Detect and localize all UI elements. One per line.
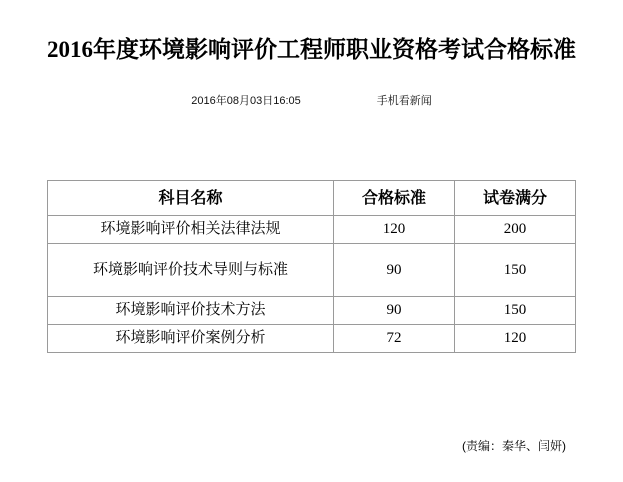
page-title: 2016年度环境影响评价工程师职业资格考试合格标准 bbox=[47, 37, 576, 63]
editor-credit: (责编：秦华、闫妍) bbox=[462, 439, 566, 454]
table-row bbox=[48, 244, 576, 297]
cell-pass-score: 90 bbox=[334, 297, 455, 325]
table-row bbox=[48, 297, 576, 325]
article-page bbox=[0, 15, 623, 482]
cell-pass-score: 72 bbox=[334, 325, 455, 353]
cell-pass-score: 120 bbox=[334, 216, 455, 244]
cell-subject: 环境影响评价案例分析 bbox=[48, 325, 334, 353]
column-header-subject: 科目名称 bbox=[48, 181, 334, 216]
cell-subject: 环境影响评价技术导则与标准 bbox=[48, 244, 334, 297]
table-body bbox=[48, 216, 576, 353]
cell-full-score: 150 bbox=[455, 297, 576, 325]
cell-subject: 环境影响评价相关法律法规 bbox=[48, 216, 334, 244]
cell-pass-score: 90 bbox=[334, 244, 455, 297]
score-table-container bbox=[0, 180, 623, 353]
table-row bbox=[48, 325, 576, 353]
exam-standard-table bbox=[47, 180, 576, 353]
table-header bbox=[48, 181, 576, 216]
column-header-pass-score: 合格标准 bbox=[334, 181, 455, 216]
table-header-row bbox=[48, 181, 576, 216]
cell-subject: 环境影响评价技术方法 bbox=[48, 297, 334, 325]
publish-timestamp: 2016年08月03日16:05 bbox=[191, 95, 301, 108]
cell-full-score: 150 bbox=[455, 244, 576, 297]
table-row bbox=[48, 216, 576, 244]
column-header-full-score: 试卷满分 bbox=[455, 181, 576, 216]
mobile-news-link[interactable]: 手机看新闻 bbox=[376, 95, 432, 108]
article-meta bbox=[0, 92, 623, 108]
cell-full-score: 120 bbox=[455, 325, 576, 353]
cell-full-score: 200 bbox=[455, 216, 576, 244]
